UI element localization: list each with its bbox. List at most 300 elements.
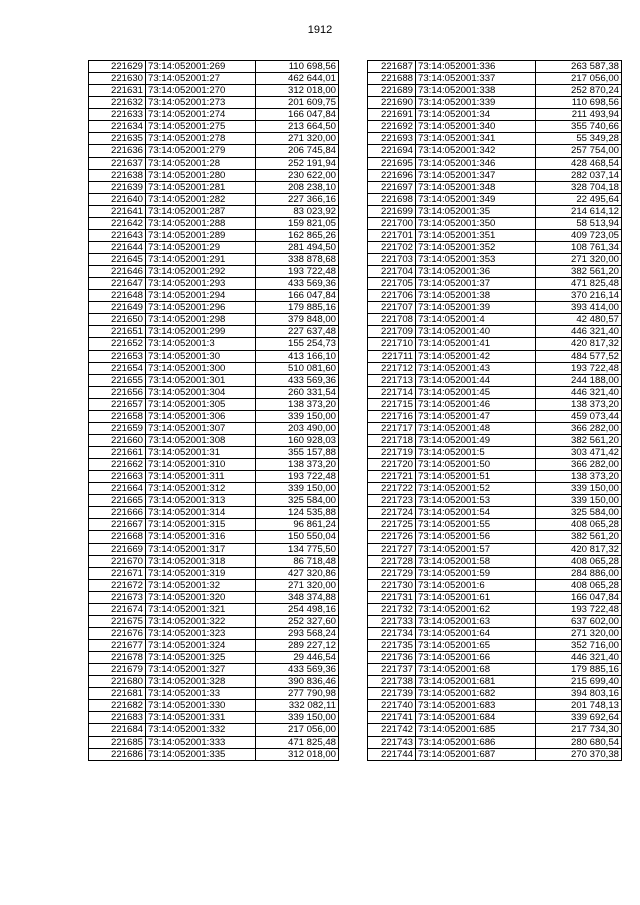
cadastral-number-cell: 73:14:052001:4 xyxy=(416,314,536,326)
table-row xyxy=(368,374,622,386)
record-number-cell: 221688 xyxy=(368,73,416,85)
cadastral-value-cell: 284 886,00 xyxy=(536,567,622,579)
cadastral-value-cell: 420 817,32 xyxy=(536,338,622,350)
table-row xyxy=(368,290,622,302)
cadastral-number-cell: 73:14:052001:338 xyxy=(416,85,536,97)
table-row xyxy=(368,591,622,603)
cadastral-number-cell: 73:14:052001:312 xyxy=(146,483,256,495)
cadastral-number-cell: 73:14:052001:282 xyxy=(146,193,256,205)
record-number-cell: 221719 xyxy=(368,447,416,459)
table-row xyxy=(368,61,622,73)
cadastral-value-cell: 193 722,48 xyxy=(256,266,339,278)
cadastral-number-cell: 73:14:052001:315 xyxy=(146,519,256,531)
record-number-cell: 221669 xyxy=(89,543,146,555)
table-row xyxy=(368,278,622,290)
cadastral-number-cell: 73:14:052001:55 xyxy=(416,519,536,531)
table-row xyxy=(89,181,339,193)
cadastral-number-cell: 73:14:052001:35 xyxy=(416,205,536,217)
cadastral-value-cell: 339 150,00 xyxy=(536,495,622,507)
cadastral-number-cell: 73:14:052001:320 xyxy=(146,591,256,603)
record-number-cell: 221646 xyxy=(89,266,146,278)
record-number-cell: 221706 xyxy=(368,290,416,302)
cadastral-number-cell: 73:14:052001:337 xyxy=(416,73,536,85)
record-number-cell: 221712 xyxy=(368,362,416,374)
cadastral-value-cell: 193 722,48 xyxy=(536,362,622,374)
cadastral-number-cell: 73:14:052001:50 xyxy=(416,459,536,471)
record-number-cell: 221731 xyxy=(368,591,416,603)
record-number-cell: 221725 xyxy=(368,519,416,531)
record-number-cell: 221698 xyxy=(368,193,416,205)
record-number-cell: 221707 xyxy=(368,302,416,314)
record-number-cell: 221742 xyxy=(368,724,416,736)
cadastral-value-cell: 160 928,03 xyxy=(256,434,339,446)
record-number-cell: 221695 xyxy=(368,157,416,169)
record-number-cell: 221727 xyxy=(368,543,416,555)
cadastral-number-cell: 73:14:052001:43 xyxy=(416,362,536,374)
cadastral-number-cell: 73:14:052001:33 xyxy=(146,688,256,700)
cadastral-value-cell: 252 870,24 xyxy=(536,85,622,97)
record-number-cell: 221691 xyxy=(368,109,416,121)
cadastral-value-cell: 393 414,00 xyxy=(536,302,622,314)
record-number-cell: 221641 xyxy=(89,205,146,217)
cadastral-number-cell: 73:14:052001:685 xyxy=(416,724,536,736)
record-number-cell: 221639 xyxy=(89,181,146,193)
cadastral-value-cell: 110 698,56 xyxy=(256,61,339,73)
cadastral-value-cell: 162 865,26 xyxy=(256,229,339,241)
table-row xyxy=(89,121,339,133)
table-row xyxy=(89,73,339,85)
table-row xyxy=(89,640,339,652)
cadastral-number-cell: 73:14:052001:306 xyxy=(146,410,256,422)
cadastral-value-cell: 339 150,00 xyxy=(536,483,622,495)
cadastral-number-cell: 73:14:052001:287 xyxy=(146,205,256,217)
cadastral-value-cell: 293 568,24 xyxy=(256,627,339,639)
cadastral-number-cell: 73:14:052001:275 xyxy=(146,121,256,133)
cadastral-value-cell: 433 569,36 xyxy=(256,664,339,676)
record-number-cell: 221740 xyxy=(368,700,416,712)
cadastral-value-cell: 433 569,36 xyxy=(256,374,339,386)
record-number-cell: 221648 xyxy=(89,290,146,302)
record-number-cell: 221704 xyxy=(368,266,416,278)
cadastral-number-cell: 73:14:052001:324 xyxy=(146,640,256,652)
cadastral-value-cell: 55 349,28 xyxy=(536,133,622,145)
cadastral-value-cell: 409 723,05 xyxy=(536,229,622,241)
record-number-cell: 221735 xyxy=(368,640,416,652)
table-row xyxy=(368,748,622,760)
cadastral-number-cell: 73:14:052001:37 xyxy=(416,278,536,290)
cadastral-value-cell: 303 471,42 xyxy=(536,447,622,459)
table-row xyxy=(89,133,339,145)
table-row xyxy=(368,627,622,639)
cadastral-value-cell: 208 238,10 xyxy=(256,181,339,193)
record-number-cell: 221660 xyxy=(89,434,146,446)
table-row xyxy=(89,555,339,567)
record-number-cell: 221705 xyxy=(368,278,416,290)
record-number-cell: 221651 xyxy=(89,326,146,338)
cadastral-number-cell: 73:14:052001:316 xyxy=(146,531,256,543)
cadastral-number-cell: 73:14:052001:273 xyxy=(146,97,256,109)
table-row xyxy=(368,483,622,495)
cadastral-number-cell: 73:14:052001:321 xyxy=(146,603,256,615)
cadastral-number-cell: 73:14:052001:346 xyxy=(416,157,536,169)
cadastral-value-cell: 124 535,88 xyxy=(256,507,339,519)
cadastral-value-cell: 459 073,44 xyxy=(536,410,622,422)
record-number-cell: 221729 xyxy=(368,567,416,579)
cadastral-number-cell: 73:14:052001:333 xyxy=(146,736,256,748)
cadastral-number-cell: 73:14:052001:353 xyxy=(416,254,536,266)
record-number-cell: 221636 xyxy=(89,145,146,157)
cadastral-value-cell: 446 321,40 xyxy=(536,652,622,664)
cadastral-number-cell: 73:14:052001:36 xyxy=(416,266,536,278)
record-number-cell: 221635 xyxy=(89,133,146,145)
table-row xyxy=(368,145,622,157)
table-row xyxy=(368,712,622,724)
record-number-cell: 221637 xyxy=(89,157,146,169)
table-row xyxy=(89,314,339,326)
record-number-cell: 221643 xyxy=(89,229,146,241)
cadastral-number-cell: 73:14:052001:291 xyxy=(146,254,256,266)
table-row xyxy=(368,157,622,169)
table-row xyxy=(368,507,622,519)
cadastral-value-cell: 271 320,00 xyxy=(256,579,339,591)
cadastral-value-cell: 355 157,88 xyxy=(256,447,339,459)
cadastral-number-cell: 73:14:052001:307 xyxy=(146,422,256,434)
record-number-cell: 221631 xyxy=(89,85,146,97)
record-number-cell: 221685 xyxy=(89,736,146,748)
table-row xyxy=(89,97,339,109)
table-row xyxy=(89,543,339,555)
cadastral-value-cell: 22 495,64 xyxy=(536,193,622,205)
cadastral-value-cell: 252 327,60 xyxy=(256,615,339,627)
record-number-cell: 221667 xyxy=(89,519,146,531)
table-row xyxy=(89,579,339,591)
table-row xyxy=(368,254,622,266)
cadastral-value-cell: 166 047,84 xyxy=(256,290,339,302)
cadastral-number-cell: 73:14:052001:304 xyxy=(146,386,256,398)
cadastral-value-cell: 108 761,34 xyxy=(536,241,622,253)
cadastral-value-cell: 138 373,20 xyxy=(536,471,622,483)
record-number-cell: 221690 xyxy=(368,97,416,109)
cadastral-value-cell: 58 513,94 xyxy=(536,217,622,229)
cadastral-number-cell: 73:14:052001:38 xyxy=(416,290,536,302)
cadastral-number-cell: 73:14:052001:46 xyxy=(416,398,536,410)
record-number-cell: 221664 xyxy=(89,483,146,495)
cadastral-number-cell: 73:14:052001:61 xyxy=(416,591,536,603)
cadastral-number-cell: 73:14:052001:32 xyxy=(146,579,256,591)
cadastral-value-cell: 227 366,16 xyxy=(256,193,339,205)
record-number-cell: 221682 xyxy=(89,700,146,712)
cadastral-value-cell: 215 699,40 xyxy=(536,676,622,688)
table-row xyxy=(89,338,339,350)
cadastral-number-cell: 73:14:052001:336 xyxy=(416,61,536,73)
cadastral-number-cell: 73:14:052001:342 xyxy=(416,145,536,157)
record-number-cell: 221693 xyxy=(368,133,416,145)
table-row xyxy=(368,567,622,579)
table-row xyxy=(368,555,622,567)
table-row xyxy=(89,447,339,459)
record-number-cell: 221710 xyxy=(368,338,416,350)
record-number-cell: 221686 xyxy=(89,748,146,760)
record-number-cell: 221677 xyxy=(89,640,146,652)
table-body-right xyxy=(368,61,622,761)
table-row xyxy=(368,736,622,748)
table-row xyxy=(368,109,622,121)
record-number-cell: 221722 xyxy=(368,483,416,495)
cadastral-value-cell: 420 817,32 xyxy=(536,543,622,555)
cadastral-value-cell: 325 584,00 xyxy=(536,507,622,519)
cadastral-value-cell: 86 718,48 xyxy=(256,555,339,567)
cadastral-number-cell: 73:14:052001:310 xyxy=(146,459,256,471)
table-row xyxy=(89,290,339,302)
record-number-cell: 221726 xyxy=(368,531,416,543)
table-row xyxy=(89,278,339,290)
cadastral-number-cell: 73:14:052001:54 xyxy=(416,507,536,519)
cadastral-number-cell: 73:14:052001:280 xyxy=(146,169,256,181)
record-number-cell: 221654 xyxy=(89,362,146,374)
cadastral-value-cell: 280 680,54 xyxy=(536,736,622,748)
cadastral-value-cell: 325 584,00 xyxy=(256,495,339,507)
cadastral-number-cell: 73:14:052001:53 xyxy=(416,495,536,507)
table-row xyxy=(368,386,622,398)
cadastral-value-cell: 348 374,88 xyxy=(256,591,339,603)
record-number-cell: 221638 xyxy=(89,169,146,181)
table-row xyxy=(368,447,622,459)
cadastral-number-cell: 73:14:052001:270 xyxy=(146,85,256,97)
cadastral-number-cell: 73:14:052001:327 xyxy=(146,664,256,676)
cadastral-value-cell: 201 609,75 xyxy=(256,97,339,109)
record-number-cell: 221714 xyxy=(368,386,416,398)
table-row xyxy=(89,471,339,483)
cadastral-number-cell: 73:14:052001:305 xyxy=(146,398,256,410)
table-row xyxy=(368,121,622,133)
cadastral-value-cell: 257 754,00 xyxy=(536,145,622,157)
cadastral-value-cell: 155 254,73 xyxy=(256,338,339,350)
table-row xyxy=(368,326,622,338)
cadastral-value-cell: 29 446,54 xyxy=(256,652,339,664)
table-row xyxy=(89,700,339,712)
cadastral-value-cell: 270 370,38 xyxy=(536,748,622,760)
table-row xyxy=(368,640,622,652)
cadastral-number-cell: 73:14:052001:319 xyxy=(146,567,256,579)
cadastral-value-cell: 339 150,00 xyxy=(256,483,339,495)
cadastral-number-cell: 73:14:052001:30 xyxy=(146,350,256,362)
cadastral-value-cell: 83 023,92 xyxy=(256,205,339,217)
table-row xyxy=(89,145,339,157)
record-number-cell: 221724 xyxy=(368,507,416,519)
table-row xyxy=(89,531,339,543)
record-number-cell: 221673 xyxy=(89,591,146,603)
cadastral-number-cell: 73:14:052001:351 xyxy=(416,229,536,241)
cadastral-number-cell: 73:14:052001:41 xyxy=(416,338,536,350)
cadastral-number-cell: 73:14:052001:314 xyxy=(146,507,256,519)
cadastral-value-cell: 134 775,50 xyxy=(256,543,339,555)
table-row xyxy=(368,314,622,326)
record-number-cell: 221709 xyxy=(368,326,416,338)
cadastral-value-cell: 446 321,40 xyxy=(536,386,622,398)
cadastral-number-cell: 73:14:052001:684 xyxy=(416,712,536,724)
cadastral-number-cell: 73:14:052001:3 xyxy=(146,338,256,350)
cadastral-number-cell: 73:14:052001:292 xyxy=(146,266,256,278)
record-number-cell: 221661 xyxy=(89,447,146,459)
table-row xyxy=(89,374,339,386)
record-number-cell: 221708 xyxy=(368,314,416,326)
cadastral-value-cell: 352 716,00 xyxy=(536,640,622,652)
table-row xyxy=(89,615,339,627)
table-row xyxy=(368,73,622,85)
cadastral-value-cell: 471 825,48 xyxy=(256,736,339,748)
cadastral-number-cell: 73:14:052001:47 xyxy=(416,410,536,422)
cadastral-value-cell: 408 065,28 xyxy=(536,519,622,531)
cadastral-value-cell: 382 561,20 xyxy=(536,531,622,543)
cadastral-number-cell: 73:14:052001:66 xyxy=(416,652,536,664)
table-row xyxy=(368,266,622,278)
cadastral-value-cell: 203 490,00 xyxy=(256,422,339,434)
record-number-cell: 221676 xyxy=(89,627,146,639)
cadastral-number-cell: 73:14:052001:330 xyxy=(146,700,256,712)
cadastral-value-cell: 96 861,24 xyxy=(256,519,339,531)
record-number-cell: 221679 xyxy=(89,664,146,676)
table-row xyxy=(368,169,622,181)
cadastral-number-cell: 73:14:052001:64 xyxy=(416,627,536,639)
record-number-cell: 221657 xyxy=(89,398,146,410)
table-row xyxy=(89,61,339,73)
record-number-cell: 221652 xyxy=(89,338,146,350)
record-number-cell: 221632 xyxy=(89,97,146,109)
cadastral-number-cell: 73:14:052001:294 xyxy=(146,290,256,302)
cadastral-value-cell: 370 216,14 xyxy=(536,290,622,302)
table-row xyxy=(89,217,339,229)
table-row xyxy=(89,507,339,519)
table-row xyxy=(89,169,339,181)
table-row xyxy=(368,410,622,422)
table-row xyxy=(368,422,622,434)
cadastral-value-cell: 193 722,48 xyxy=(256,471,339,483)
record-number-cell: 221730 xyxy=(368,579,416,591)
cadastral-number-cell: 73:14:052001:683 xyxy=(416,700,536,712)
record-number-cell: 221650 xyxy=(89,314,146,326)
cadastral-number-cell: 73:14:052001:340 xyxy=(416,121,536,133)
cadastral-number-cell: 73:14:052001:318 xyxy=(146,555,256,567)
record-number-cell: 221694 xyxy=(368,145,416,157)
record-number-cell: 221734 xyxy=(368,627,416,639)
cadastral-number-cell: 73:14:052001:311 xyxy=(146,471,256,483)
cadastral-number-cell: 73:14:052001:6 xyxy=(416,579,536,591)
cadastral-value-cell: 471 825,48 xyxy=(536,278,622,290)
record-number-cell: 221665 xyxy=(89,495,146,507)
table-row xyxy=(89,302,339,314)
cadastral-number-cell: 73:14:052001:322 xyxy=(146,615,256,627)
cadastral-value-cell: 312 018,00 xyxy=(256,85,339,97)
record-number-cell: 221656 xyxy=(89,386,146,398)
table-row xyxy=(89,422,339,434)
cadastral-number-cell: 73:14:052001:687 xyxy=(416,748,536,760)
cadastral-value-cell: 446 321,40 xyxy=(536,326,622,338)
table-row xyxy=(368,133,622,145)
cadastral-value-cell: 214 614,12 xyxy=(536,205,622,217)
cadastral-number-cell: 73:14:052001:313 xyxy=(146,495,256,507)
table-row xyxy=(89,688,339,700)
cadastral-number-cell: 73:14:052001:279 xyxy=(146,145,256,157)
record-number-cell: 221653 xyxy=(89,350,146,362)
table-row xyxy=(89,85,339,97)
record-number-cell: 221744 xyxy=(368,748,416,760)
table-row xyxy=(89,664,339,676)
table-row xyxy=(89,591,339,603)
table-row xyxy=(89,627,339,639)
table-row xyxy=(89,205,339,217)
cadastral-number-cell: 73:14:052001:686 xyxy=(416,736,536,748)
cadastral-value-cell: 312 018,00 xyxy=(256,748,339,760)
cadastral-number-cell: 73:14:052001:332 xyxy=(146,724,256,736)
table-row xyxy=(89,109,339,121)
table-row xyxy=(368,652,622,664)
cadastral-number-cell: 73:14:052001:325 xyxy=(146,652,256,664)
cadastral-value-cell: 263 587,38 xyxy=(536,61,622,73)
record-number-cell: 221672 xyxy=(89,579,146,591)
cadastral-number-cell: 73:14:052001:299 xyxy=(146,326,256,338)
cadastral-value-cell: 213 664,50 xyxy=(256,121,339,133)
cadastral-value-cell: 339 150,00 xyxy=(256,712,339,724)
cadastral-value-cell: 282 037,14 xyxy=(536,169,622,181)
table-row xyxy=(368,181,622,193)
cadastral-value-cell: 260 331,54 xyxy=(256,386,339,398)
cadastral-value-cell: 193 722,48 xyxy=(536,603,622,615)
cadastral-value-cell: 338 878,68 xyxy=(256,254,339,266)
table-row xyxy=(89,266,339,278)
table-body-left xyxy=(89,61,339,761)
record-number-cell: 221702 xyxy=(368,241,416,253)
cadastral-value-cell: 150 550,04 xyxy=(256,531,339,543)
page-number: 1912 xyxy=(307,24,333,36)
table-row xyxy=(89,519,339,531)
cadastral-number-cell: 73:14:052001:289 xyxy=(146,229,256,241)
table-row xyxy=(89,434,339,446)
table-row xyxy=(89,676,339,688)
cadastral-number-cell: 73:14:052001:65 xyxy=(416,640,536,652)
cadastral-value-cell: 366 282,00 xyxy=(536,422,622,434)
cadastral-number-cell: 73:14:052001:298 xyxy=(146,314,256,326)
cadastral-value-cell: 428 468,54 xyxy=(536,157,622,169)
table-row xyxy=(89,495,339,507)
cadastral-value-cell: 201 748,13 xyxy=(536,700,622,712)
cadastral-value-cell: 281 494,50 xyxy=(256,241,339,253)
cadastral-number-cell: 73:14:052001:49 xyxy=(416,434,536,446)
table-row xyxy=(368,615,622,627)
table-row xyxy=(89,386,339,398)
cadastral-number-cell: 73:14:052001:293 xyxy=(146,278,256,290)
record-number-cell: 221674 xyxy=(89,603,146,615)
table-row xyxy=(89,326,339,338)
cadastral-value-cell: 230 622,00 xyxy=(256,169,339,181)
record-number-cell: 221721 xyxy=(368,471,416,483)
record-number-cell: 221728 xyxy=(368,555,416,567)
table-row xyxy=(89,748,339,760)
record-number-cell: 221655 xyxy=(89,374,146,386)
cadastral-number-cell: 73:14:052001:308 xyxy=(146,434,256,446)
cadastral-number-cell: 73:14:052001:57 xyxy=(416,543,536,555)
cadastral-value-cell: 382 561,20 xyxy=(536,266,622,278)
table-row xyxy=(89,712,339,724)
table-row xyxy=(368,338,622,350)
cadastral-value-cell: 211 493,94 xyxy=(536,109,622,121)
record-number-cell: 221737 xyxy=(368,664,416,676)
cadastral-value-cell: 382 561,20 xyxy=(536,434,622,446)
record-number-cell: 221630 xyxy=(89,73,146,85)
cadastral-value-cell: 138 373,20 xyxy=(256,398,339,410)
table-row xyxy=(89,350,339,362)
table-row xyxy=(89,603,339,615)
cadastral-value-cell: 179 885,16 xyxy=(536,664,622,676)
